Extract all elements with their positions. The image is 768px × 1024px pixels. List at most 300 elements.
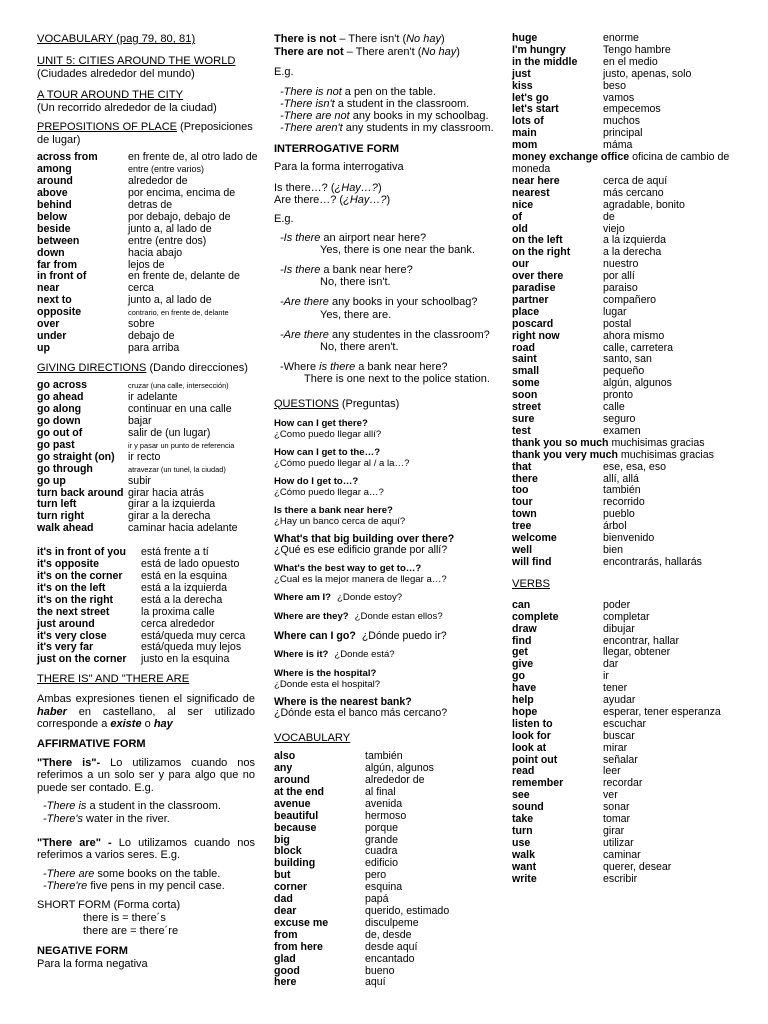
question-inline-es: ¿Donde estoy? — [337, 592, 403, 604]
vocabulary-entry — [274, 954, 496, 966]
questions-subtitle: (Preguntas) — [338, 397, 400, 410]
tour-subtitle: (Un recorrido alrededor de la ciudad) — [37, 101, 217, 114]
preposition-entry-term: in front of — [37, 270, 87, 283]
vocabulary-entry-translation: avenida — [365, 797, 403, 810]
verb-entry-term: hope — [512, 705, 538, 718]
questions-title: QUESTIONS — [274, 397, 339, 410]
there-is-not-end: ) — [440, 33, 445, 45]
negative-examples — [274, 86, 496, 135]
money-exchange-en: money exchange office — [512, 151, 630, 164]
preposition-entry-translation: detras de — [128, 199, 173, 211]
preposition-entry-term: behind — [37, 199, 72, 211]
vocabulary-entry-translation: pueblo — [603, 508, 635, 521]
vocabulary-entry-term: on the left — [512, 234, 563, 247]
phrase-entry-term: it's on the corner — [37, 569, 123, 582]
vocabulary-entry-translation: pronto — [603, 389, 634, 402]
vocabulary-entry — [274, 799, 496, 811]
direction-entry-term: go straight (on) — [37, 450, 115, 463]
preposition-entry-translation: junto a, al lado de — [128, 294, 212, 307]
vocabulary-entry-translation: bien — [603, 543, 624, 556]
ambas-hay: hay — [153, 718, 173, 731]
direction-entry-term: turn back around — [37, 486, 124, 499]
example-question — [274, 296, 496, 308]
prepositions-title: PREPOSITIONS OF PLACE — [37, 121, 177, 134]
verb-entry-term: remember — [512, 777, 564, 790]
vocabulary-entry-translation: justo, apenas, solo — [603, 67, 692, 80]
there-are-not-end: ) — [456, 45, 460, 58]
vocabulary-entry-translation: papá — [365, 893, 389, 906]
there-is-example-1 — [37, 800, 255, 812]
verbs-title: VERBS — [512, 577, 550, 590]
are-there-line — [274, 194, 496, 207]
vocabulary-entry-translation: examen — [603, 424, 641, 437]
preposition-entry — [37, 236, 255, 248]
direction-entry-translation: ir recto — [128, 450, 161, 463]
verb-entry-translation: ir — [603, 670, 609, 683]
direction-entry-translation: bajar — [128, 415, 152, 428]
example-question-text: a bank near here? — [320, 263, 413, 276]
where-question — [274, 361, 496, 373]
vocabulary-entry-translation: recorrido — [603, 496, 645, 509]
direction-entry-term: go through — [37, 462, 93, 475]
vocabulary-entry-translation: vamos — [603, 91, 635, 104]
preposition-entry-translation: entre (entre varios) — [128, 164, 205, 175]
question-en: How can I get to the…? — [274, 447, 381, 459]
preposition-entry-translation: hacia abajo — [128, 246, 183, 259]
there-are-example-1-italic: -There are — [43, 867, 95, 880]
phrase-entry-translation: está frente a tí — [141, 546, 209, 559]
example-answer: Yes, there are. — [320, 308, 392, 321]
negative-example-italic: -There isn't — [280, 97, 335, 110]
question-inline-en: Where can I go? — [274, 630, 356, 643]
verb-entry-translation: utilizar — [603, 836, 634, 849]
negative-example — [274, 122, 496, 134]
question-en: Where is the nearest bank? — [274, 696, 412, 709]
phrase-entry-term: just around — [37, 617, 95, 630]
vocabulary-entry-term: street — [512, 401, 541, 414]
vocabulary-entry-translation: por allí — [603, 270, 635, 283]
vocabulary-entry-term: dear — [274, 904, 297, 917]
direction-entry-term: go across — [37, 379, 88, 392]
verb-entry-translation: leer — [603, 765, 621, 778]
verb-entry — [512, 850, 740, 862]
question-en: Where is the hospital? — [274, 668, 377, 680]
direction-entry — [37, 476, 255, 488]
negative-example-italic: -There is not — [280, 85, 342, 98]
vocabulary-entry — [274, 942, 496, 954]
verb-entry — [512, 755, 740, 767]
vocabulary-entry-translation: beso — [603, 79, 626, 92]
question-es: ¿Cual es la mejor manera de llegar a…? — [274, 574, 447, 586]
prepositions-heading — [37, 121, 255, 146]
ambas-text-2: en castellano, al ser utilizado corresponde a — [37, 705, 255, 731]
vocabulary-list-right-1 — [512, 33, 740, 152]
ambas-text-1: Ambas expresiones tienen el significado de — [37, 693, 255, 706]
preposition-entry-term: beside — [37, 222, 71, 235]
vocabulary-entry-term: glad — [274, 952, 296, 965]
vocabulary-entry-translation: lugar — [603, 305, 627, 318]
there-are-not-text: – There aren't ( — [343, 45, 422, 58]
spacer — [274, 585, 496, 592]
vocabulary-entry-term: around — [274, 774, 310, 786]
vocabulary-entry-term: huge — [512, 32, 538, 44]
vocabulary-entry-term: over there — [512, 270, 564, 283]
vocabulary-entry-translation: al final — [365, 785, 396, 798]
verb-entry-translation: escribir — [603, 872, 638, 885]
ambas-o: o — [141, 718, 154, 731]
question-inline-en: Where am I? — [274, 592, 332, 604]
direction-entry-term: walk ahead — [37, 522, 94, 535]
vocabulary-entry — [512, 390, 740, 402]
verb-entry-translation: caminar — [603, 848, 641, 861]
direction-entry-translation: ir adelante — [128, 391, 178, 404]
verb-entry-translation: tomar — [603, 813, 631, 826]
vocabulary-entry-term: on the right — [512, 246, 571, 259]
spacer — [274, 256, 496, 264]
spacer — [274, 719, 496, 726]
vocabulary-entry-term: but — [274, 869, 291, 882]
where-question-end: a bank near here? — [355, 361, 448, 374]
tour-title: A TOUR AROUND THE CITY — [37, 88, 184, 101]
vocabulary-entry-term: welcome — [512, 532, 557, 545]
vocabulary-entry-translation: pero — [365, 869, 387, 882]
there-are-example-2-text: five pens in my pencil case. — [87, 880, 225, 893]
preposition-entry-translation: cerca — [128, 282, 154, 295]
ambas-existe: existe — [110, 718, 142, 731]
negative-example — [274, 110, 496, 122]
spacer — [274, 440, 496, 447]
preposition-entry-term: down — [37, 246, 65, 259]
vocabulary-entry-term: from here — [274, 940, 323, 953]
vocabulary-entry-term: mom — [512, 139, 538, 152]
preposition-entry-term: between — [37, 234, 80, 247]
direction-entry-translation: cruzar (una calle, intersección) — [128, 381, 229, 391]
vocabulary-entry-translation: más cercano — [603, 186, 664, 199]
verb-entry-translation: ver — [603, 789, 618, 802]
vocabulary-entry-term: well — [512, 543, 533, 556]
money-exchange-entry — [512, 152, 740, 176]
thanks-2-es: muchisimas gracias — [617, 448, 714, 461]
column-right — [512, 33, 740, 886]
vocabulary-entry-term: because — [274, 821, 317, 834]
there-are-not-line — [274, 46, 496, 59]
verb-entry-translation: llegar, obtener — [603, 646, 671, 659]
there-is-not-italic: No hay — [406, 33, 441, 45]
vocabulary-entry-term: main — [512, 127, 537, 140]
example-question-text: an airport near here? — [320, 231, 427, 244]
prepositions-list — [37, 151, 258, 354]
question-inline-es: ¿Donde está? — [334, 649, 395, 661]
verb-entry-translation: dibujar — [603, 622, 635, 635]
vocabulary-entry-term: corner — [274, 881, 307, 894]
money-exchange-es: oficina de cambio de moneda — [512, 151, 730, 175]
phrase-entry-term: the next street — [37, 605, 110, 618]
vocabulary-entry-term: nearest — [512, 186, 550, 199]
preposition-entry-translation: lejos de — [128, 258, 165, 271]
are-there-end: ) — [386, 194, 391, 207]
question-es: ¿Dónde esta el banco más cercano? — [274, 707, 448, 720]
preposition-entry-term: above — [37, 187, 68, 200]
vocabulary-entry — [274, 811, 496, 823]
are-there-italic: ¿Hay…? — [343, 194, 387, 207]
phrase-entry — [37, 619, 255, 631]
vocabulary-entry-translation: también — [603, 484, 641, 497]
verb-entry-term: give — [512, 658, 534, 671]
there-are-not-italic: No hay — [421, 45, 457, 58]
vocabulary-entry — [512, 557, 740, 569]
vocabulary-entry-translation: bienvenido — [603, 532, 655, 545]
verb-entry-translation: esperar, tener esperanza — [603, 705, 721, 718]
vocabulary-entry-term: let's start — [512, 103, 559, 116]
vocabulary-entry — [512, 176, 740, 188]
vocabulary-entry-term: right now — [512, 329, 560, 342]
direction-entry-translation: salir de (un lugar) — [128, 427, 211, 439]
there-is-not-line — [274, 33, 496, 46]
vocabulary-entry-translation: máma — [603, 139, 633, 152]
phrase-entry-translation: está a la derecha — [141, 593, 223, 606]
preposition-entry-term: opposite — [37, 306, 82, 319]
verb-entry — [512, 814, 740, 826]
negative-subtitle: Para la forma negativa — [37, 957, 148, 970]
preposition-entry-translation: alrededor de — [128, 175, 188, 188]
verb-entry-term: use — [512, 836, 531, 849]
directions-title: GIVING DIRECTIONS — [37, 361, 147, 374]
verb-entry-term: take — [512, 813, 534, 826]
vocabulary-entry-translation: empecemos — [603, 103, 661, 116]
is-there-text: Is there…? ( — [274, 181, 335, 194]
vocabulary-entry-translation: encantado — [365, 952, 415, 965]
vocabulary-entry-translation: algún, algunos — [365, 762, 434, 775]
vocabulary-entry-term: of — [512, 210, 522, 223]
vocabulary-entry-term: excuse me — [274, 916, 329, 929]
spacer — [274, 498, 496, 505]
vocabulary-entry-translation: encontrarás, hallarás — [603, 555, 702, 568]
vocabulary-entry-term: beautiful — [274, 809, 319, 822]
there-is-example-2-text: water in the river. — [83, 812, 170, 825]
example-answer: No, there isn't. — [320, 276, 391, 289]
verb-entry-term: draw — [512, 622, 537, 635]
phrase-entry-translation: cerca alrededor — [141, 617, 215, 630]
phrase-entry-translation: está de lado opuesto — [141, 558, 240, 571]
vocabulary-entry-term: good — [274, 964, 300, 977]
vocabulary-entry-term: any — [274, 762, 293, 775]
direction-entry-translation: subir — [128, 474, 151, 487]
phrase-entry-translation: está a la izquierda — [141, 581, 227, 594]
question-en: What's that big building over there? — [274, 533, 455, 546]
vocabulary-entry-translation: muchos — [603, 115, 641, 128]
question-es: ¿Donde esta el hospital? — [274, 679, 381, 691]
spacer — [274, 642, 496, 649]
interrogative-subtitle: Para la forma interrogativa — [274, 161, 404, 174]
phrase-entry — [37, 607, 255, 619]
direction-entry-term: go ahead — [37, 391, 84, 404]
vocabulary-entry-translation: enorme — [603, 32, 639, 44]
verb-entry-translation: mirar — [603, 741, 628, 754]
there-is-example-2-italic: -There's — [43, 812, 83, 825]
verb-entry-term: get — [512, 646, 528, 659]
vocabulary-entry-translation: disculpeme — [365, 916, 419, 929]
negative-example-text: a pen on the table. — [341, 85, 436, 98]
verb-entry-term: walk — [512, 848, 535, 861]
verb-entry — [512, 731, 740, 743]
vocabulary-entry-translation: a la izquierda — [603, 234, 667, 247]
preposition-entry-translation: por debajo, debajo de — [128, 210, 231, 223]
direction-entry — [37, 452, 255, 464]
example-answer: No, there aren't. — [320, 340, 399, 353]
direction-entry-term: go out of — [37, 427, 83, 439]
unit-subtitle: (Ciudades alrededor del mundo) — [37, 68, 195, 80]
vocabulary-entry-term: from — [274, 928, 298, 941]
direction-entry-term: go past — [37, 438, 75, 451]
vocabulary-entry-translation: postal — [603, 317, 632, 330]
thanks-1-en: thank you so much — [512, 436, 609, 449]
preposition-entry-translation: entre (entre dos) — [128, 234, 207, 247]
vocabulary-entry-translation: grande — [365, 833, 398, 846]
direction-entry-translation: continuar en una calle — [128, 403, 232, 416]
verb-entry — [512, 874, 740, 886]
negative-example-italic: -There aren't — [280, 122, 343, 135]
vocabulary-entry — [512, 533, 740, 545]
question-inline — [274, 611, 496, 623]
thanks-entry-2 — [512, 450, 740, 462]
vocabulary-entry-translation: edificio — [365, 857, 398, 870]
vocabulary-entry — [512, 81, 740, 93]
vocabulary-heading: VOCABULARY (pag 79, 80, 81) — [37, 33, 196, 45]
direction-entry-term: turn right — [37, 510, 85, 523]
is-there-line — [274, 182, 496, 195]
example-question-italic: -Is there — [280, 231, 321, 244]
phrase-entry-translation: está/queda muy cerca — [141, 629, 246, 642]
vocabulary-entry-term: road — [512, 341, 535, 354]
vocabulary-entry-term: soon — [512, 389, 538, 402]
example-question — [274, 329, 496, 341]
verb-entry-translation: sonar — [603, 801, 630, 814]
directions-subtitle: (Dando direcciones) — [146, 361, 248, 374]
vocabulary-entry-translation: alrededor de — [365, 774, 425, 786]
phrase-entry-translation: está en la esquina — [141, 569, 227, 582]
where-question-italic: is there — [319, 361, 356, 374]
verb-entry-term: go — [512, 670, 525, 683]
vocabulary-entry-translation: calle — [603, 401, 625, 414]
direction-entry-translation: atravezar (un tunel, la ciudad) — [128, 464, 226, 474]
verb-entry-translation: poder — [603, 598, 631, 611]
vocabulary-entry-translation: santo, san — [603, 353, 652, 366]
example-question-italic: -Are there — [280, 328, 329, 341]
phrase-entry-term: it's very close — [37, 629, 107, 642]
direction-entry — [37, 523, 255, 535]
vocabulary-entry-term: will find — [512, 555, 552, 568]
vocabulary-entry — [512, 462, 740, 474]
vocabulary-entry-translation: calle, carretera — [603, 341, 674, 354]
questions-list — [274, 418, 496, 592]
vocabulary-entry-term: also — [274, 750, 296, 763]
spacer — [274, 353, 496, 361]
question-es: ¿Cómo puedo llegar a…? — [274, 487, 384, 499]
verb-entry — [512, 612, 740, 624]
vocabulary-entry-term: nice — [512, 198, 534, 211]
verb-entry-term: point out — [512, 753, 558, 766]
preposition-entry-term: around — [37, 175, 73, 188]
vocabulary-entry-term: too — [512, 484, 529, 497]
thanks-2-en: thank you very much — [512, 448, 618, 461]
verb-entry-term: find — [512, 634, 532, 647]
verb-entry — [512, 719, 740, 731]
direction-entry-translation: caminar hacia adelante — [128, 522, 238, 535]
there-is-example-2 — [37, 813, 255, 825]
verb-entry-term: help — [512, 694, 534, 707]
questions-inline-list — [274, 592, 496, 668]
vocabulary-entry-term: saint — [512, 353, 537, 366]
negative-example — [274, 86, 496, 98]
direction-entry-term: go down — [37, 415, 81, 428]
thanks-1-es: muchisimas gracias — [608, 436, 705, 449]
example-answer: Yes, there is one near the bank. — [320, 243, 475, 256]
vocabulary-entry-translation: agradable, bonito — [603, 198, 685, 211]
phrases-list — [37, 547, 255, 666]
ambas-paragraph — [37, 693, 255, 731]
verb-entry — [512, 624, 740, 636]
vocabulary-entry-term: poscard — [512, 317, 554, 330]
vocabulary-entry-term: block — [274, 845, 302, 858]
preposition-entry-translation: junto a, al lado de — [128, 222, 212, 235]
vocabulary-entry-translation: en el medio — [603, 55, 658, 68]
there-are-paragraph — [37, 837, 255, 862]
short-form-title: SHORT FORM (Forma corta) — [37, 899, 181, 912]
vocabulary-list-right-3 — [512, 462, 740, 569]
vocabulary-entry-term: our — [512, 258, 530, 271]
vocabulary-entry-translation: también — [365, 750, 403, 763]
phrase-entry-translation: está/queda muy lejos — [141, 641, 242, 654]
vocabulary-entry — [512, 319, 740, 331]
phrase-entry-term: it's on the right — [37, 593, 114, 606]
vocabulary-entry-translation: esquina — [365, 881, 403, 894]
are-there-text: Are there…? ( — [274, 194, 344, 207]
vocabulary-entry-translation: paraiso — [603, 282, 638, 295]
preposition-entry — [37, 224, 255, 236]
vocabulary-entry — [512, 331, 740, 343]
vocabulary-entry-term: at the end — [274, 785, 325, 798]
example-question-italic: -Are there — [280, 296, 329, 309]
vocabulary-entry-term: place — [512, 305, 540, 318]
vocabulary-entry — [274, 930, 496, 942]
vocabulary-entry-translation: querido, estimado — [365, 904, 450, 917]
spacer — [274, 661, 496, 668]
verb-entry-term: write — [512, 872, 537, 885]
is-there-italic: ¿Hay…? — [334, 181, 378, 194]
verb-entry — [512, 778, 740, 790]
verb-entry-translation: señalar — [603, 753, 638, 766]
vocabulary-entry-translation: allí, allá — [603, 472, 639, 485]
prepositions-subtitle: (Preposiciones de lugar) — [37, 121, 253, 146]
vocabulary-entry-term: tour — [512, 496, 533, 509]
direction-entry-term: go along — [37, 403, 82, 416]
question-es: ¿Como puedo llegar allí? — [274, 429, 382, 441]
vocabulary-entry-term: avenue — [274, 797, 311, 810]
there-is-not-bold: There is not — [274, 33, 337, 45]
there-is-paragraph — [37, 757, 255, 795]
vocabulary-entry-translation: desde aquí — [365, 940, 418, 953]
verb-entry-term: see — [512, 789, 530, 802]
preposition-entry-term: over — [37, 318, 60, 331]
verb-entry-translation: recordar — [603, 777, 643, 790]
vocabulary-entry — [512, 307, 740, 319]
verb-entry-term: turn — [512, 825, 533, 837]
phrase-entry-translation: la proxima calle — [141, 605, 215, 618]
interrogative-title: INTERROGATIVE FORM — [274, 142, 400, 155]
vocabulary-entry-translation: compañero — [603, 293, 656, 306]
vocabulary-entry — [274, 918, 496, 930]
verb-entry-term: want — [512, 860, 537, 873]
